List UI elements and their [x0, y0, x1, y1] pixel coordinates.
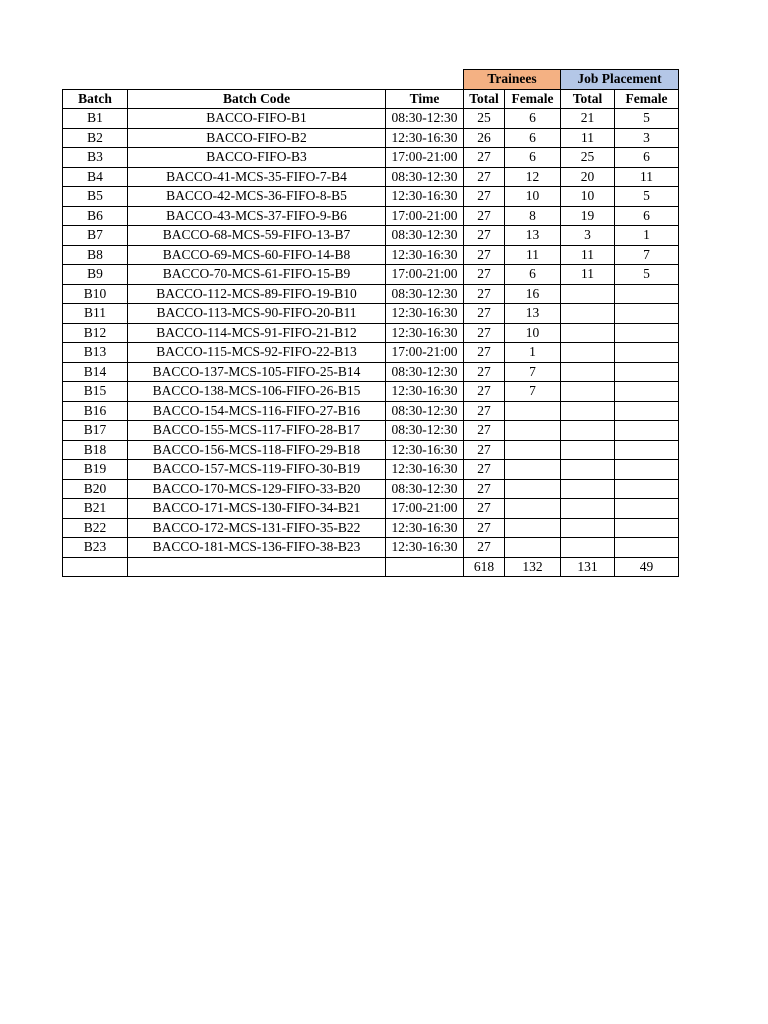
trainees-total-cell: 27 [464, 440, 505, 460]
batch-cell: B12 [63, 323, 128, 343]
trainees-female-cell [505, 401, 561, 421]
trainees-female-cell [505, 538, 561, 558]
job-total-cell: 19 [561, 206, 615, 226]
job-female-cell: 11 [615, 167, 679, 187]
trainees-total-cell: 27 [464, 362, 505, 382]
batch-cell: B11 [63, 304, 128, 324]
job-total-cell [561, 440, 615, 460]
trainees-total-cell: 27 [464, 421, 505, 441]
job-placement-group-header: Job Placement [561, 70, 679, 90]
batch-table [62, 69, 679, 577]
trainees-female-cell: 7 [505, 382, 561, 402]
job-female-cell [615, 382, 679, 402]
trainees-total-cell: 27 [464, 499, 505, 519]
table-row [63, 128, 679, 148]
time-cell: 08:30-12:30 [386, 167, 464, 187]
trainees-total-cell: 27 [464, 518, 505, 538]
trainees-group-header: Trainees [464, 70, 561, 90]
table-row [63, 460, 679, 480]
trainees-female-cell: 13 [505, 304, 561, 324]
trainees-female-cell [505, 421, 561, 441]
job-female-cell [615, 440, 679, 460]
table-row [63, 304, 679, 324]
time-cell: 12:30-16:30 [386, 382, 464, 402]
job-total-cell: 10 [561, 187, 615, 207]
batch-code-cell: BACCO-70-MCS-61-FIFO-15-B9 [128, 265, 386, 285]
table-row [63, 323, 679, 343]
batch-cell: B22 [63, 518, 128, 538]
batch-cell: B6 [63, 206, 128, 226]
job-female-cell [615, 323, 679, 343]
job-total-cell: 11 [561, 265, 615, 285]
table-row [63, 245, 679, 265]
job-female-cell: 6 [615, 148, 679, 168]
time-cell: 12:30-16:30 [386, 440, 464, 460]
batch-code-cell: BACCO-42-MCS-36-FIFO-8-B5 [128, 187, 386, 207]
trainees-total-cell: 27 [464, 538, 505, 558]
job-total-cell: 11 [561, 128, 615, 148]
time-cell: 12:30-16:30 [386, 518, 464, 538]
batch-cell: B18 [63, 440, 128, 460]
trainees-female-cell: 10 [505, 323, 561, 343]
table-row [63, 148, 679, 168]
job-total-cell: 21 [561, 109, 615, 129]
batch-code-cell: BACCO-155-MCS-117-FIFO-28-B17 [128, 421, 386, 441]
batch-code-cell: BACCO-181-MCS-136-FIFO-38-B23 [128, 538, 386, 558]
table-body [63, 109, 679, 558]
batch-header: Batch [63, 89, 128, 109]
batch-code-cell: BACCO-115-MCS-92-FIFO-22-B13 [128, 343, 386, 363]
trainees-female-sum: 132 [505, 557, 561, 577]
trainees-total-header: Total [464, 89, 505, 109]
trainees-female-cell: 7 [505, 362, 561, 382]
trainees-female-cell [505, 479, 561, 499]
batch-cell: B23 [63, 538, 128, 558]
job-female-cell [615, 304, 679, 324]
table-row [63, 206, 679, 226]
job-total-cell [561, 284, 615, 304]
job-total-sum: 131 [561, 557, 615, 577]
job-female-cell: 3 [615, 128, 679, 148]
trainees-total-cell: 27 [464, 343, 505, 363]
time-cell: 08:30-12:30 [386, 479, 464, 499]
batch-code-cell: BACCO-FIFO-B3 [128, 148, 386, 168]
batch-cell: B5 [63, 187, 128, 207]
batch-cell: B19 [63, 460, 128, 480]
trainees-female-cell [505, 460, 561, 480]
totals-cell [63, 557, 128, 577]
batch-code-cell: BACCO-171-MCS-130-FIFO-34-B21 [128, 499, 386, 519]
batch-cell: B17 [63, 421, 128, 441]
trainees-total-cell: 27 [464, 323, 505, 343]
table-row [63, 421, 679, 441]
job-total-cell [561, 323, 615, 343]
totals-cell [128, 557, 386, 577]
time-cell: 08:30-12:30 [386, 362, 464, 382]
trainees-female-cell [505, 440, 561, 460]
time-cell: 12:30-16:30 [386, 323, 464, 343]
trainees-total-cell: 27 [464, 265, 505, 285]
time-cell: 08:30-12:30 [386, 109, 464, 129]
trainees-female-cell: 6 [505, 109, 561, 129]
job-total-cell [561, 421, 615, 441]
job-female-cell [615, 499, 679, 519]
trainees-total-cell: 27 [464, 206, 505, 226]
table-row [63, 401, 679, 421]
trainees-female-header: Female [505, 89, 561, 109]
job-female-cell [615, 421, 679, 441]
batch-code-cell: BACCO-FIFO-B2 [128, 128, 386, 148]
trainees-female-cell [505, 518, 561, 538]
table-row [63, 538, 679, 558]
batch-cell: B8 [63, 245, 128, 265]
table-row [63, 518, 679, 538]
time-cell: 17:00-21:00 [386, 343, 464, 363]
job-total-cell: 20 [561, 167, 615, 187]
job-female-cell [615, 284, 679, 304]
batch-code-cell: BACCO-69-MCS-60-FIFO-14-B8 [128, 245, 386, 265]
batch-cell: B14 [63, 362, 128, 382]
table-row [63, 167, 679, 187]
time-cell: 17:00-21:00 [386, 499, 464, 519]
batch-cell: B20 [63, 479, 128, 499]
trainees-female-cell: 6 [505, 265, 561, 285]
trainees-female-cell: 13 [505, 226, 561, 246]
table-row [63, 440, 679, 460]
batch-code-cell: BACCO-43-MCS-37-FIFO-9-B6 [128, 206, 386, 226]
trainees-female-cell: 6 [505, 148, 561, 168]
job-total-header: Total [561, 89, 615, 109]
time-cell: 12:30-16:30 [386, 245, 464, 265]
batch-cell: B2 [63, 128, 128, 148]
table-row [63, 284, 679, 304]
job-female-cell [615, 401, 679, 421]
time-cell: 08:30-12:30 [386, 226, 464, 246]
batch-code-cell: BACCO-154-MCS-116-FIFO-27-B16 [128, 401, 386, 421]
trainees-female-cell: 6 [505, 128, 561, 148]
job-female-cell: 6 [615, 206, 679, 226]
trainees-total-cell: 27 [464, 148, 505, 168]
table-row [63, 343, 679, 363]
batch-code-cell: BACCO-157-MCS-119-FIFO-30-B19 [128, 460, 386, 480]
time-cell: 17:00-21:00 [386, 148, 464, 168]
trainees-total-cell: 27 [464, 167, 505, 187]
time-cell: 12:30-16:30 [386, 128, 464, 148]
job-female-cell: 1 [615, 226, 679, 246]
time-cell: 12:30-16:30 [386, 460, 464, 480]
batch-code-cell: BACCO-FIFO-B1 [128, 109, 386, 129]
table-row [63, 226, 679, 246]
trainees-female-cell: 16 [505, 284, 561, 304]
trainees-female-cell: 10 [505, 187, 561, 207]
batch-code-cell: BACCO-137-MCS-105-FIFO-25-B14 [128, 362, 386, 382]
job-female-cell [615, 479, 679, 499]
time-cell: 08:30-12:30 [386, 401, 464, 421]
job-total-cell [561, 362, 615, 382]
job-total-cell [561, 499, 615, 519]
batch-cell: B3 [63, 148, 128, 168]
trainees-total-cell: 27 [464, 304, 505, 324]
table-row [63, 109, 679, 129]
time-header: Time [386, 89, 464, 109]
batch-code-cell: BACCO-156-MCS-118-FIFO-29-B18 [128, 440, 386, 460]
job-total-cell: 11 [561, 245, 615, 265]
table-row [63, 499, 679, 519]
time-cell: 08:30-12:30 [386, 284, 464, 304]
trainees-total-cell: 27 [464, 284, 505, 304]
job-female-cell [615, 362, 679, 382]
time-cell: 08:30-12:30 [386, 421, 464, 441]
batch-code-cell: BACCO-113-MCS-90-FIFO-20-B11 [128, 304, 386, 324]
trainees-female-cell: 12 [505, 167, 561, 187]
trainees-total-cell: 27 [464, 226, 505, 246]
batch-cell: B9 [63, 265, 128, 285]
batch-code-cell: BACCO-114-MCS-91-FIFO-21-B12 [128, 323, 386, 343]
time-cell: 17:00-21:00 [386, 265, 464, 285]
job-female-cell [615, 343, 679, 363]
batch-cell: B21 [63, 499, 128, 519]
time-cell: 12:30-16:30 [386, 187, 464, 207]
time-cell: 12:30-16:30 [386, 538, 464, 558]
time-cell: 12:30-16:30 [386, 304, 464, 324]
totals-row [63, 557, 679, 577]
job-total-cell [561, 460, 615, 480]
job-total-cell: 25 [561, 148, 615, 168]
batch-code-cell: BACCO-41-MCS-35-FIFO-7-B4 [128, 167, 386, 187]
trainees-female-cell [505, 499, 561, 519]
trainees-total-cell: 27 [464, 245, 505, 265]
batch-code-header: Batch Code [128, 89, 386, 109]
table-row [63, 265, 679, 285]
batch-code-cell: BACCO-112-MCS-89-FIFO-19-B10 [128, 284, 386, 304]
job-total-cell [561, 479, 615, 499]
job-female-cell [615, 460, 679, 480]
table-row [63, 382, 679, 402]
job-total-cell [561, 343, 615, 363]
table-row [63, 479, 679, 499]
totals-cell [386, 557, 464, 577]
batch-cell: B15 [63, 382, 128, 402]
trainees-female-cell: 8 [505, 206, 561, 226]
job-female-cell [615, 538, 679, 558]
batch-cell: B10 [63, 284, 128, 304]
job-female-cell: 5 [615, 187, 679, 207]
trainees-total-cell: 27 [464, 382, 505, 402]
trainees-total-cell: 27 [464, 401, 505, 421]
job-female-cell: 5 [615, 109, 679, 129]
job-total-cell [561, 401, 615, 421]
job-female-sum: 49 [615, 557, 679, 577]
batch-code-cell: BACCO-68-MCS-59-FIFO-13-B7 [128, 226, 386, 246]
batch-code-cell: BACCO-138-MCS-106-FIFO-26-B15 [128, 382, 386, 402]
batch-cell: B13 [63, 343, 128, 363]
batch-cell: B7 [63, 226, 128, 246]
batch-cell: B4 [63, 167, 128, 187]
job-total-cell [561, 518, 615, 538]
job-total-cell [561, 382, 615, 402]
job-total-cell [561, 304, 615, 324]
trainees-total-cell: 27 [464, 460, 505, 480]
job-female-cell: 5 [615, 265, 679, 285]
trainees-total-cell: 27 [464, 479, 505, 499]
batch-cell: B1 [63, 109, 128, 129]
group-header-spacer [63, 70, 464, 90]
job-female-cell: 7 [615, 245, 679, 265]
job-total-cell [561, 538, 615, 558]
trainees-total-sum: 618 [464, 557, 505, 577]
table-row [63, 362, 679, 382]
batch-code-cell: BACCO-170-MCS-129-FIFO-33-B20 [128, 479, 386, 499]
batch-cell: B16 [63, 401, 128, 421]
trainees-total-cell: 26 [464, 128, 505, 148]
group-header-row [63, 70, 679, 90]
job-total-cell: 3 [561, 226, 615, 246]
column-header-row [63, 89, 679, 109]
batch-code-cell: BACCO-172-MCS-131-FIFO-35-B22 [128, 518, 386, 538]
trainees-female-cell: 11 [505, 245, 561, 265]
time-cell: 17:00-21:00 [386, 206, 464, 226]
table-row [63, 187, 679, 207]
trainees-total-cell: 25 [464, 109, 505, 129]
job-female-cell [615, 518, 679, 538]
trainees-female-cell: 1 [505, 343, 561, 363]
job-female-header: Female [615, 89, 679, 109]
trainees-total-cell: 27 [464, 187, 505, 207]
